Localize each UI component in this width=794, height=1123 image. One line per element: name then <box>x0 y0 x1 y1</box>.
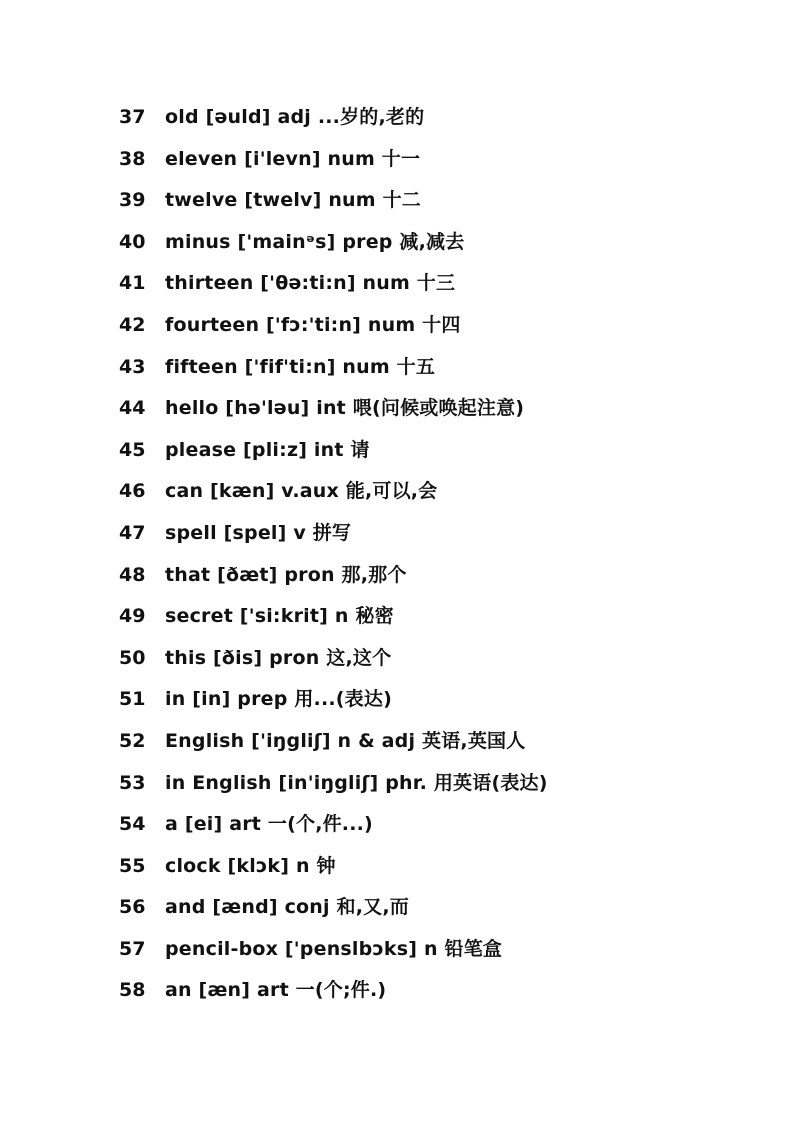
vocab-entry-row <box>0 139 794 181</box>
vocab-entry-row <box>0 305 794 347</box>
entry-number: 50 <box>119 646 146 669</box>
entry-text: and [ænd] conj 和,又,而 <box>165 896 409 919</box>
entry-text: hello [hə'ləu] int 喂(问候或唤起注意) <box>165 397 525 420</box>
vocab-entry-row <box>0 846 794 888</box>
vocab-entry-row <box>0 929 794 971</box>
entry-text: minus ['mainᵊs] prep 减,减去 <box>165 230 465 253</box>
vocab-entry-row <box>0 471 794 513</box>
entry-text: can [kæn] v.aux 能,可以,会 <box>165 480 438 503</box>
entry-text: old [ǝuld] adj ...岁的,老的 <box>165 106 425 128</box>
vocab-entry-row <box>0 970 794 1012</box>
entry-text: pencil-box ['penslbↄks] n 铅笔盒 <box>165 937 503 960</box>
entry-number: 38 <box>119 147 146 170</box>
entry-text: twelve [twelv] num 十二 <box>165 189 421 212</box>
entry-number: 57 <box>119 937 146 960</box>
vocab-entry-row <box>0 555 794 597</box>
entry-number: 37 <box>119 106 146 128</box>
entry-number: 52 <box>119 729 146 752</box>
vocab-entry-row <box>0 804 794 846</box>
entry-number: 49 <box>119 605 146 628</box>
vocab-entry-row <box>0 388 794 430</box>
entry-number: 53 <box>119 771 146 794</box>
entry-text: an [æn] art 一(个;件.) <box>165 979 387 1002</box>
vocab-entry-row <box>0 721 794 763</box>
entry-number: 40 <box>119 230 146 253</box>
entry-number: 45 <box>119 438 146 461</box>
entry-number: 58 <box>119 979 146 1002</box>
entry-text: secret ['si:krit] n 秘密 <box>165 605 394 628</box>
vocab-entry-row <box>0 263 794 305</box>
vocab-entry-row <box>0 97 794 139</box>
entry-text: that [ðæt] pron 那,那个 <box>165 563 407 586</box>
vocab-entry-row <box>0 347 794 389</box>
entry-number: 39 <box>119 189 146 212</box>
vocab-entry-row <box>0 679 794 721</box>
entry-text: fourteen ['fↄ:'ti:n] num 十四 <box>165 313 461 336</box>
entry-number: 43 <box>119 355 146 378</box>
entry-number: 55 <box>119 854 146 877</box>
vocab-entry-row <box>0 513 794 555</box>
entry-number: 54 <box>119 813 146 836</box>
entry-text: in English [in'iŋgliʃ] phr. 用英语(表达) <box>165 771 548 794</box>
entry-text: in [in] prep 用...(表达) <box>165 688 392 711</box>
vocab-entry-row <box>0 430 794 472</box>
entry-number: 48 <box>119 563 146 586</box>
entry-number: 47 <box>119 521 146 544</box>
vocab-list <box>0 97 794 1012</box>
vocab-entry-row <box>0 222 794 264</box>
vocab-entry-row <box>0 180 794 222</box>
entry-text: please [pli:z] int 请 <box>165 438 370 461</box>
entry-text: this [ðis] pron 这,这个 <box>165 646 392 669</box>
entry-number: 56 <box>119 896 146 919</box>
entry-text: English ['iŋgliʃ] n & adj 英语,英国人 <box>165 729 526 752</box>
entry-number: 41 <box>119 272 146 295</box>
vocab-entry-row <box>0 763 794 805</box>
entry-text: eleven [i'levn] num 十一 <box>165 147 421 170</box>
entry-text: a [ei] art 一(个,件...) <box>165 813 373 836</box>
entry-number: 44 <box>119 397 146 420</box>
vocab-entry-row <box>0 596 794 638</box>
entry-text: thirteen ['θə:ti:n] num 十三 <box>165 272 456 295</box>
entry-number: 42 <box>119 313 146 336</box>
vocab-entry-row <box>0 638 794 680</box>
entry-text: clock [klↄk] n 钟 <box>165 854 336 877</box>
entry-number: 51 <box>119 688 146 711</box>
vocab-entry-row <box>0 887 794 929</box>
entry-text: fifteen ['fif'ti:n] num 十五 <box>165 355 436 378</box>
entry-number: 46 <box>119 480 146 503</box>
entry-text: spell [spel] v 拼写 <box>165 521 352 544</box>
